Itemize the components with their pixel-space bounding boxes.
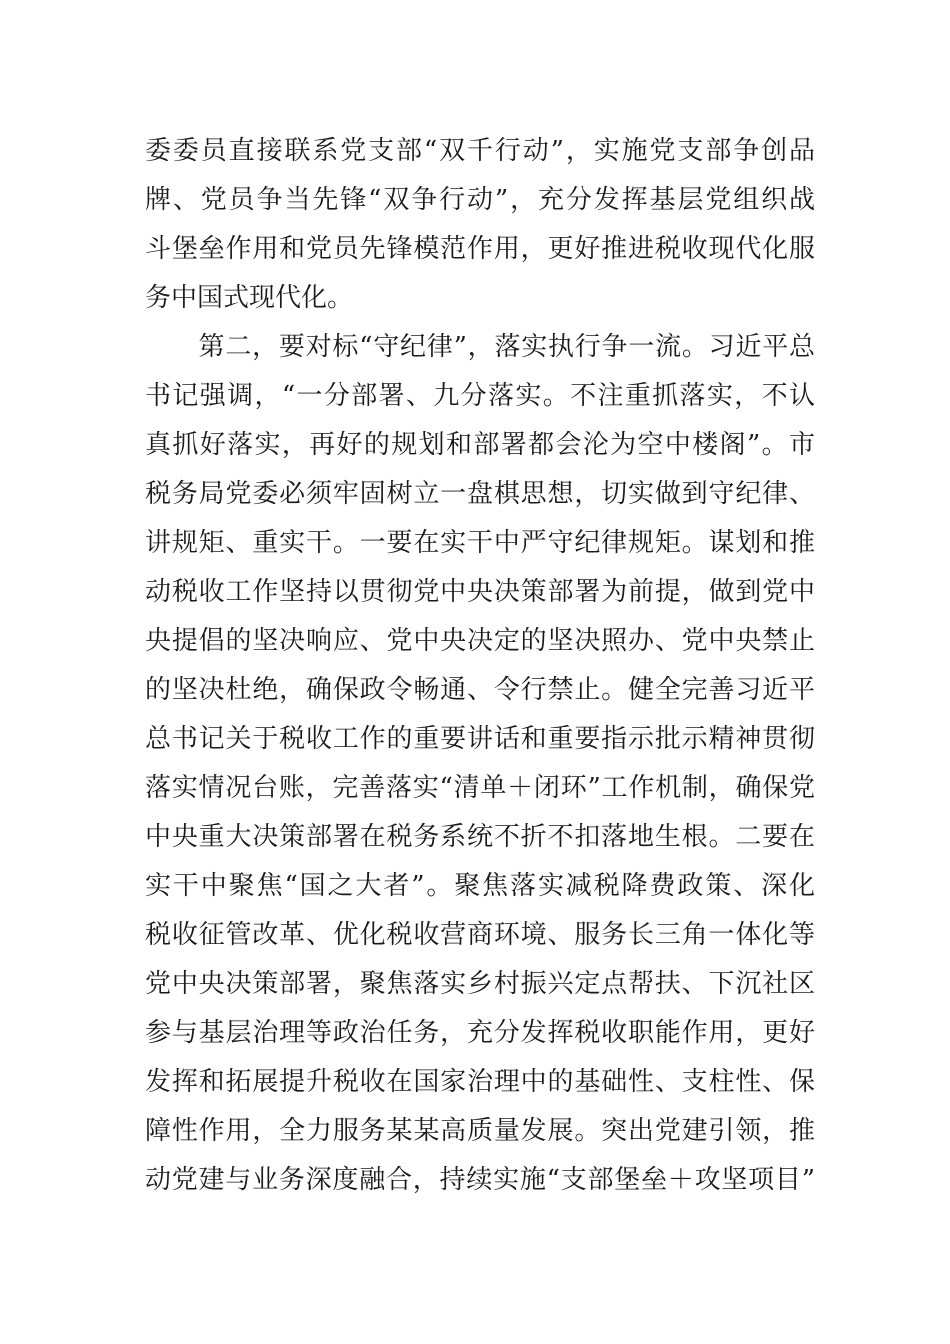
text-line-1: 委委员直接联系党支部“双千行动”，实施党支部争创品 bbox=[145, 136, 815, 166]
text-line-21: 障性作用，全力服务某某高质量发展。突出党建引领，推 bbox=[145, 1116, 815, 1146]
text-line-3: 斗堡垒作用和党员先锋模范作用，更好推进税收现代化服 bbox=[145, 234, 815, 264]
text-line-6: 书记强调，“一分部署、九分落实。不注重抓落实，不认 bbox=[145, 381, 815, 411]
text-line-11: 央提倡的坚决响应、党中央决定的坚决照办、党中央禁止 bbox=[145, 626, 815, 656]
text-line-7: 真抓好落实，再好的规划和部署都会沦为空中楼阁”。市 bbox=[145, 430, 815, 460]
text-line-12: 的坚决杜绝，确保政令畅通、令行禁止。健全完善习近平 bbox=[145, 675, 815, 705]
text-line-20: 发挥和拓展提升税收在国家治理中的基础性、支柱性、保 bbox=[145, 1067, 815, 1097]
text-line-8: 税务局党委必须牢固树立一盘棋思想，切实做到守纪律、 bbox=[145, 479, 815, 509]
text-line-19: 参与基层治理等政治任务，充分发挥税收职能作用，更好 bbox=[145, 1018, 815, 1048]
text-line-18: 党中央决策部署，聚焦落实乡村振兴定点帮扶、下沉社区 bbox=[145, 969, 815, 999]
text-line-10: 动税收工作坚持以贯彻党中央决策部署为前提，做到党中 bbox=[145, 577, 815, 607]
text-line-5: 第二，要对标“守纪律”，落实执行争一流。习近平总 bbox=[145, 332, 815, 362]
text-line-2: 牌、党员争当先锋“双争行动”，充分发挥基层党组织战 bbox=[145, 185, 815, 215]
body-text bbox=[145, 127, 815, 1205]
text-line-13: 总书记关于税收工作的重要讲话和重要指示批示精神贯彻 bbox=[145, 724, 815, 754]
text-line-4: 务中国式现代化。 bbox=[145, 283, 354, 313]
text-line-17: 税收征管改革、优化税收营商环境、服务长三角一体化等 bbox=[145, 920, 815, 950]
text-line-9: 讲规矩、重实干。一要在实干中严守纪律规矩。谋划和推 bbox=[145, 528, 815, 558]
text-line-15: 中央重大决策部署在税务系统不折不扣落地生根。二要在 bbox=[145, 822, 815, 852]
text-line-14: 落实情况台账，完善落实“清单＋闭环”工作机制，确保党 bbox=[145, 773, 815, 803]
text-line-16: 实干中聚焦“国之大者”。聚焦落实减税降费政策、深化 bbox=[145, 871, 815, 901]
text-line-22: 动党建与业务深度融合，持续实施“支部堡垒＋攻坚项目” bbox=[145, 1165, 815, 1195]
